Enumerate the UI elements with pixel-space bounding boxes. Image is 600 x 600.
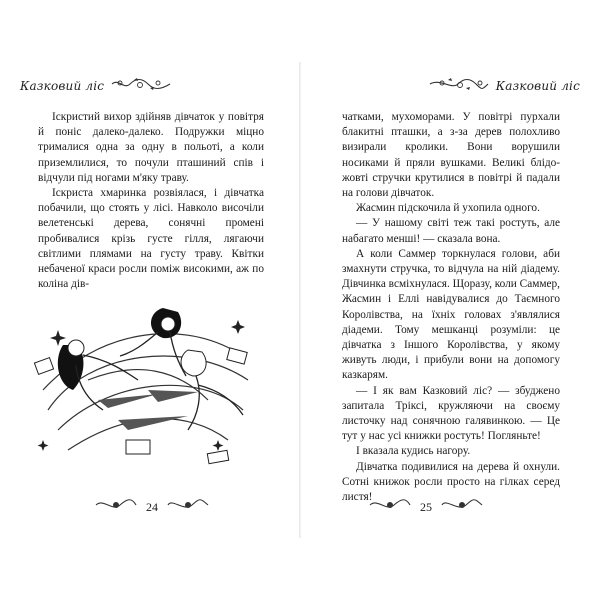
paragraph: Жасмин підскочила й ухопила одного.: [356, 202, 540, 215]
right-footer: [368, 498, 484, 516]
left-footer: [94, 498, 210, 516]
left-running-head: [20, 74, 178, 98]
paragraph: — У нашому світі теж такі ростуть, але набагато менші! — сказала вона.: [342, 217, 560, 245]
paragraph: Іскристий вихор здійняв дівчаток у повітря й поніс далеко-далеко. Подружки міцно трималися одна за одну в польоті, а коли приземлилися, то почули пташиний спів і відчули під ногами м'яку траву.: [38, 111, 264, 184]
left-body-text: [38, 110, 264, 292]
floral-divider-icon: [166, 498, 210, 517]
floral-scroll-ornament-icon: [110, 77, 172, 96]
floral-divider-icon: [440, 498, 484, 517]
paragraph: чатками, мухоморами. У повітрі пурхали блакитні пташки, а з-за дерев полохливо визирали кролики. Вони ворушили носиками й пряли вушками. Великі блідо-жовті стручки крутилися в повітрі й падали на голови дівчаток.: [342, 111, 560, 200]
running-head-title: Казковий ліс: [495, 79, 580, 93]
girls-flying-in-magic-whirlwind-illustration: [28, 290, 268, 465]
paragraph: — І як вам Казковий ліс? — збуджено запитала Тріксі, кружляючи на своєму листочку над сонячною галявинкою. — Це тут у нас усі книжки ростуть! Погляньте!: [342, 384, 560, 443]
floral-divider-icon: [368, 498, 412, 517]
right-page: [300, 62, 590, 538]
paragraph: І вказала кудись нагору.: [356, 445, 471, 458]
floral-divider-icon: [94, 498, 138, 517]
right-body-text: [342, 110, 560, 505]
paragraph: Іскриста хмаринка розвіялася, і дівчатка побачили, що стоять у лісі. Навколо височіли велетенські дерева, сонячні промені пробивалися крізь густе гілля, лягаючи світлими плямами на густу траву. Квітки небаченої краси росли поміж високими, аж по коліна дів-: [38, 187, 264, 291]
book-spread: [0, 62, 600, 538]
right-running-head: [422, 74, 580, 98]
running-head-title: Казковий ліс: [20, 79, 105, 93]
floral-scroll-ornament-icon: [428, 77, 490, 96]
paragraph: А коли Саммер торкнулася голови, аби змахнути стручка, то відчула на ній діадему. Дівчинка всміхнулася. Щоразу, коли Саммер, Жасмин і Еллі навідувалися до Таємного Королівства, на їхніх головах з'являлися діадеми. Тому мешканці розуміли: це дівчатка з Іншого Королівства, у якому живуть люди, і прибули вони на допомогу казкарям.: [342, 247, 560, 382]
page-number: 24: [146, 499, 158, 514]
left-page: [10, 62, 300, 538]
paragraph: Дівчатка подивилися на дерева й охнули. Сотні книжок росли просто на гілках серед листя!: [342, 460, 560, 504]
page-number: 25: [420, 499, 432, 514]
